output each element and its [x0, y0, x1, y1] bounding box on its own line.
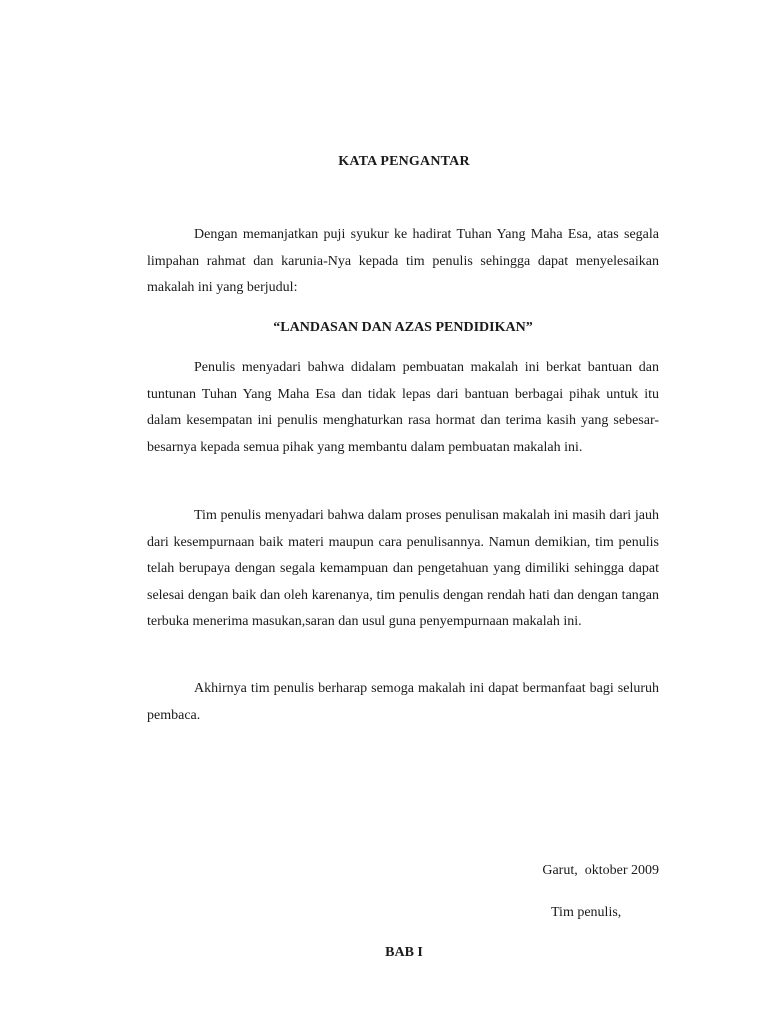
- next-chapter-heading: BAB I: [385, 945, 423, 960]
- paragraph-closing: Akhirnya tim penulis berharap semoga makalah ini dapat bermanfaat bagi seluruh pembaca.: [147, 681, 659, 723]
- paragraph-opening: Dengan memanjatkan puji syukur ke hadirat Tuhan Yang Maha Esa, atas segala limpahan rahmat dan karunia-Nya kepada tim penulis sehingga dapat menyelesaikan makalah ini yang berjudul:: [147, 227, 659, 295]
- place-date: Garut, oktober 2009: [542, 863, 659, 878]
- paper-subtitle: “LANDASAN DAN AZAS PENDIDIKAN”: [273, 320, 533, 335]
- paragraph-acknowledgement: Penulis menyadari bahwa didalam pembuatan makalah ini berkat bantuan dan tuntunan Tuhan Yang Maha Esa dan tidak lepas dari bantuan berbagai pihak untuk itu dalam kesempatan ini penulis menghaturkan rasa hormat dan terima kasih yang sebesar-besarnya kepada semua pihak yang membantu dalam pembuatan makalah ini.: [147, 360, 659, 455]
- signer-label: Tim penulis,: [551, 905, 622, 920]
- page-title: KATA PENGANTAR: [338, 154, 470, 169]
- paragraph-limitations: Tim penulis menyadari bahwa dalam proses penulisan makalah ini masih dari jauh dari kesempurnaan baik materi maupun cara penulisannya. Namun demikian, tim penulis telah berupaya dengan segala kemampuan dan pengetahuan yang dimiliki sehingga dapat selesai dengan baik dan oleh karenanya, tim penulis dengan rendah hati dan dengan tangan terbuka menerima masukan,saran dan usul guna penyempurnaan makalah ini.: [147, 508, 659, 629]
